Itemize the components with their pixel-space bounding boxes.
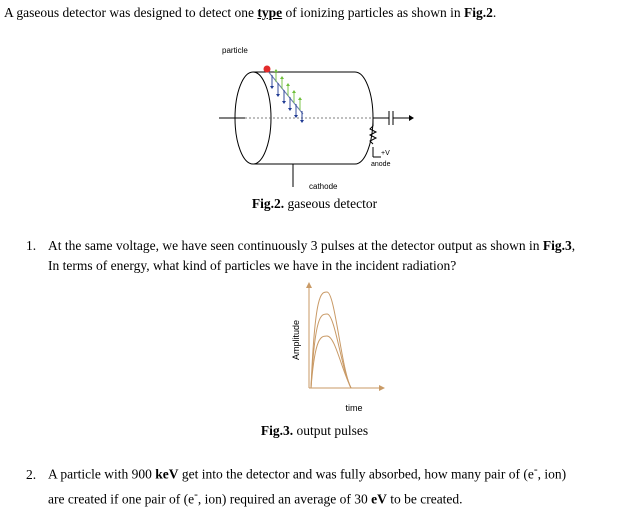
output-pulses-chart (285, 278, 395, 420)
fig2-caption: Fig.2. gaseous detector (251, 196, 378, 211)
ionization-arrows (270, 69, 304, 123)
particle-label: particle (222, 46, 248, 55)
question-2-number: 2. (26, 466, 37, 482)
underlined-type: type (257, 5, 283, 20)
pulses (311, 292, 351, 388)
y-axis-label: Amplitude (291, 319, 301, 361)
y-axis-arrow-icon (306, 282, 312, 288)
gaseous-detector-diagram (205, 42, 425, 192)
pulse-2 (311, 314, 351, 388)
question-1-number: 1. (26, 238, 37, 253)
fig2-reference: Fig.2 (464, 5, 493, 20)
pulse-3 (311, 336, 351, 388)
fig3-caption: Fig.3. output pulses (260, 423, 369, 438)
x-axis-label: time (345, 403, 363, 413)
question-1: 1. At the same voltage, we have seen continuously 3 pulses at the detector output as shown in Fig.3, In terms of energy, what kind of particles we have in the incident radiation? (26, 238, 576, 273)
cathode-label: cathode (309, 182, 338, 191)
intro-text: A gaseous detector was designed to detect one type of ionizing particles as shown in Fig.2. (4, 5, 497, 20)
fig3-reference: Fig.3 (542, 238, 572, 253)
particle-dot (264, 66, 271, 73)
question-2: 2. A particle with 900 keV get into the detector and was fully absorbed, how many pair of (e-, ion) are created if one pair of (e-, ion) required an average of 30 eV to be created. (26, 464, 567, 506)
voltage-label: +V (381, 150, 390, 157)
anode-label: anode (371, 161, 391, 168)
output-arrow-icon (409, 115, 414, 121)
x-axis-arrow-icon (379, 385, 385, 391)
